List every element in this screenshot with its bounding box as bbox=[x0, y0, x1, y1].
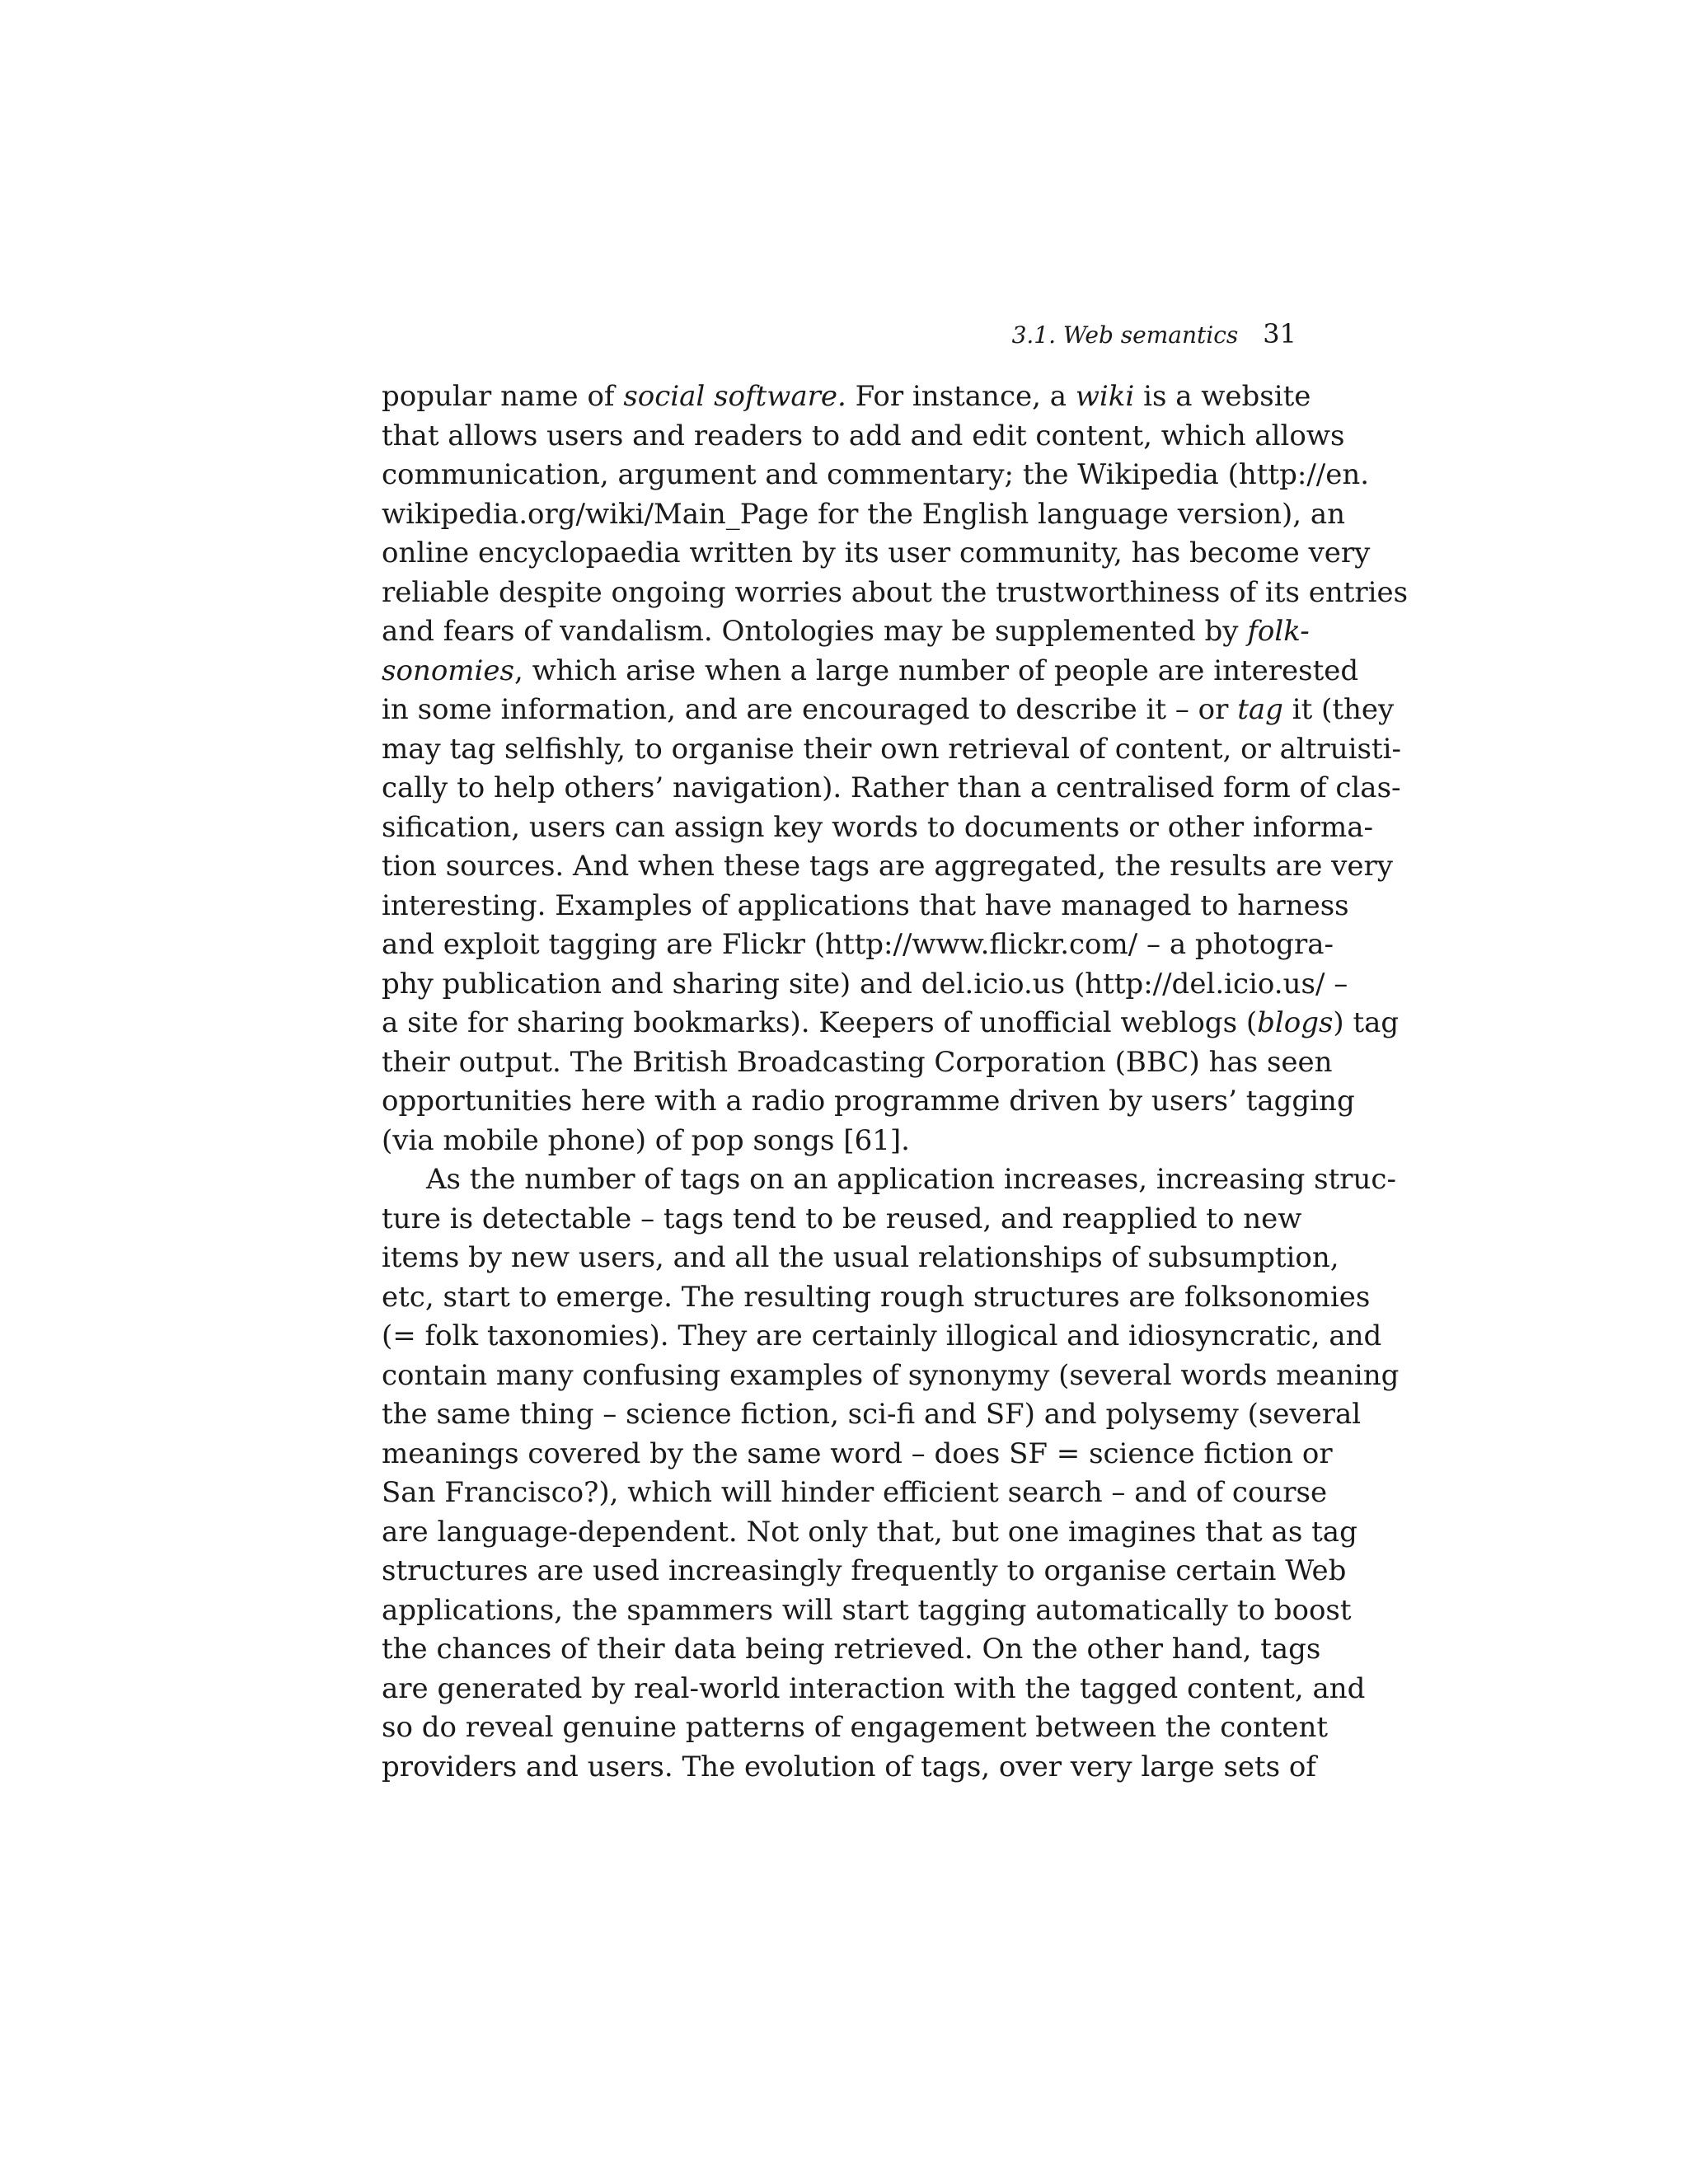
text-run: meanings covered by the same word – does SF = science fiction or bbox=[382, 1436, 1333, 1470]
text-run: items by new users, and all the usual relationships of subsumption, bbox=[382, 1241, 1339, 1274]
text-run: San Francisco?), which will hinder efficient search – and of course bbox=[382, 1476, 1328, 1509]
text-run: is a website bbox=[1134, 380, 1311, 413]
text-run: ) tag bbox=[1333, 1006, 1400, 1039]
italic-term: sonomies bbox=[382, 654, 514, 687]
text-run: As the number of tags on an application increases, increasing struc- bbox=[426, 1163, 1396, 1196]
text-run: ture is detectable – tags tend to be reused, and reapplied to new bbox=[382, 1202, 1302, 1235]
text-run: so do reveal genuine patterns of engagement between the content bbox=[382, 1711, 1329, 1744]
text-run: tion sources. And when these tags are aggregated, the results are very bbox=[382, 850, 1393, 883]
text-run: their output. The British Broadcasting Corporation (BBC) has seen bbox=[382, 1045, 1333, 1079]
text-run: reliable despite ongoing worries about the trustworthiness of its entries bbox=[382, 575, 1409, 609]
text-line bbox=[382, 1552, 1347, 1591]
text-line bbox=[382, 926, 1334, 965]
text-run: , which arise when a large number of people are interested bbox=[513, 654, 1359, 687]
text-run: and exploit tagging are Flickr (http://www.flickr.com/ – a photogra- bbox=[382, 928, 1334, 961]
text-run: contain many confusing examples of synonymy (several words meaning bbox=[382, 1358, 1400, 1392]
text-line bbox=[382, 808, 1374, 848]
text-run: in some information, and are encouraged to describe it – or bbox=[382, 693, 1238, 726]
text-run: phy publication and sharing site) and del.icio.us (http://del.icio.us/ – bbox=[382, 967, 1348, 1001]
text-run: opportunities here with a radio programme driven by users’ tagging bbox=[382, 1085, 1355, 1118]
text-run: cally to help others’ navigation). Rather than a centralised form of clas- bbox=[382, 771, 1401, 804]
text-run: interesting. Examples of applications that have managed to harness bbox=[382, 888, 1349, 922]
text-line bbox=[382, 417, 1345, 457]
text-run: the same thing – science fiction, sci-fi and SF) and polysemy (several bbox=[382, 1398, 1362, 1431]
body-text bbox=[382, 377, 1409, 1787]
text-run: that allows users and readers to add and edit content, which allows bbox=[382, 419, 1345, 452]
text-line bbox=[382, 456, 1370, 495]
text-line bbox=[382, 1239, 1339, 1278]
text-run: online encyclopaedia written by its user community, has become very bbox=[382, 537, 1371, 569]
text-line bbox=[382, 1160, 1396, 1200]
text-run: wikipedia.org/wiki/Main_Page for the English language version), an bbox=[382, 497, 1346, 531]
text-line bbox=[382, 495, 1346, 535]
text-line bbox=[382, 1278, 1371, 1318]
italic-term: wiki bbox=[1075, 380, 1135, 413]
italic-term: social software. bbox=[623, 380, 846, 413]
text-run: a site for sharing bookmarks). Keepers of unofficial weblogs ( bbox=[382, 1006, 1258, 1039]
text-line bbox=[382, 1708, 1329, 1748]
text-line bbox=[382, 1435, 1333, 1474]
italic-term: tag bbox=[1237, 693, 1283, 726]
text-line bbox=[382, 1317, 1382, 1357]
text-line bbox=[382, 1395, 1362, 1435]
text-run: the chances of their data being retrieved. On the other hand, tags bbox=[382, 1633, 1321, 1666]
text-line bbox=[382, 1004, 1400, 1043]
italic-term: blogs bbox=[1257, 1006, 1334, 1039]
running-header bbox=[382, 317, 1296, 352]
text-line bbox=[382, 847, 1393, 887]
text-run: it (they bbox=[1282, 693, 1395, 726]
text-line bbox=[382, 377, 1311, 417]
text-line bbox=[382, 1474, 1328, 1513]
text-run: applications, the spammers will start tagging automatically to boost bbox=[382, 1593, 1352, 1627]
text-run: For instance, a bbox=[846, 380, 1076, 413]
text-line bbox=[382, 691, 1395, 730]
text-run: and fears of vandalism. Ontologies may be supplemented by bbox=[382, 615, 1248, 648]
text-line bbox=[382, 1630, 1321, 1670]
page-number: 31 bbox=[1263, 318, 1296, 349]
text-line bbox=[382, 534, 1371, 574]
text-line bbox=[382, 1670, 1366, 1709]
text-line bbox=[382, 1591, 1352, 1631]
text-run: (= folk taxonomies). They are certainly illogical and idiosyncratic, and bbox=[382, 1319, 1382, 1352]
text-line bbox=[382, 1513, 1357, 1553]
text-run: (via mobile phone) of pop songs [61]. bbox=[382, 1123, 910, 1157]
text-line bbox=[382, 730, 1401, 770]
text-line bbox=[382, 1748, 1316, 1788]
text-run: etc, start to emerge. The resulting rough structures are folksonomies bbox=[382, 1280, 1371, 1314]
text-line bbox=[382, 1200, 1302, 1240]
paragraph bbox=[382, 1160, 1400, 1787]
text-run: are generated by real-world interaction with the tagged content, and bbox=[382, 1671, 1366, 1705]
text-run: are language-dependent. Not only that, but one imagines that as tag bbox=[382, 1515, 1357, 1549]
text-run: providers and users. The evolution of tags, over very large sets of bbox=[382, 1750, 1316, 1783]
text-line bbox=[382, 965, 1348, 1005]
text-line bbox=[382, 612, 1310, 652]
text-line bbox=[382, 574, 1409, 613]
text-line bbox=[382, 652, 1359, 691]
text-run: structures are used increasingly frequently to organise certain Web bbox=[382, 1554, 1347, 1587]
text-run: may tag selfishly, to organise their own retrieval of content, or altruisti- bbox=[382, 732, 1401, 766]
text-line bbox=[382, 1043, 1333, 1083]
italic-term: folk- bbox=[1247, 615, 1310, 648]
text-line bbox=[382, 1122, 1296, 1161]
text-run: sification, users can assign key words to documents or other informa- bbox=[382, 810, 1374, 844]
paragraph bbox=[382, 377, 1409, 1160]
text-run: popular name of bbox=[382, 380, 624, 413]
text-line bbox=[382, 769, 1401, 808]
text-line bbox=[382, 887, 1349, 926]
text-line bbox=[382, 1357, 1400, 1396]
text-line bbox=[382, 1082, 1355, 1122]
text-run: communication, argument and commentary; the Wikipedia (http://en. bbox=[382, 458, 1370, 491]
section-title: 3.1. Web semantics bbox=[1011, 321, 1239, 349]
